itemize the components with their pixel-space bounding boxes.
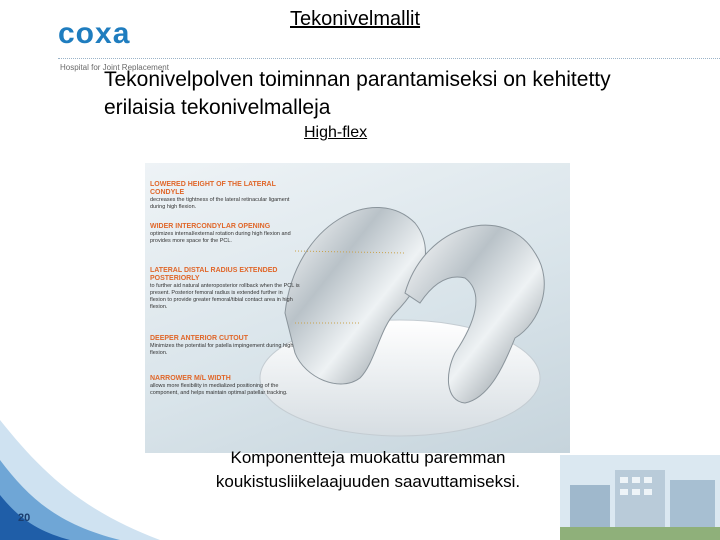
- building-photo: [560, 455, 720, 540]
- knee-implant-figure: [145, 163, 570, 453]
- annotation: [150, 375, 300, 397]
- annotation-heading: WIDER INTERCONDYLAR OPENING: [150, 223, 271, 230]
- logo-tagline: Hospital for Joint Replacement: [60, 63, 169, 72]
- annotation-heading: LOWERED HEIGHT OF THE LATERAL CONDYLE: [150, 181, 276, 196]
- slide-title: Tekonivelmallit: [290, 8, 421, 30]
- annotation-body: Minimizes the potential for patella impingement during high flexion.: [150, 343, 294, 356]
- annotation-heading: NARROWER M/L WIDTH: [150, 375, 231, 382]
- annotation: [150, 267, 300, 311]
- annotation: [150, 181, 300, 211]
- logo-wordmark: coxa: [58, 17, 131, 50]
- intro-text: Tekonivelpolven toiminnan parantamiseksi on kehitetty erilaisia tekonivelmalleja: [104, 68, 611, 119]
- annotation-body: optimizes internal/external rotation during high flexion and provides more space for the PCL.: [150, 231, 291, 244]
- page-number: 20: [18, 512, 31, 524]
- coxa-logo: [58, 17, 178, 72]
- caption: Komponentteja muokattu paremman koukistusliikelaajuuden saavuttamiseksi.: [215, 448, 521, 491]
- header-divider: [58, 58, 720, 59]
- annotation-heading: LATERAL DISTAL RADIUS EXTENDED POSTERIORLY: [150, 267, 278, 282]
- annotation-body: allows more flexibility in medialized positioning of the component, and helps maintain optimal patellar tracking.: [150, 383, 288, 396]
- annotation: [150, 335, 300, 357]
- annotation-heading: DEEPER ANTERIOR CUTOUT: [150, 335, 249, 342]
- subtitle: High-flex: [304, 124, 368, 141]
- annotation-body: decreases the tightness of the lateral retinacular ligament during high flexion.: [150, 197, 290, 210]
- annotation: [150, 223, 300, 245]
- annotation-body: to further aid natural anteroposterior rollback when the PCL is present. Posterior femoral radius is extended further in flexion to provide greater femoral/tibial contact area in high flexion.: [150, 283, 300, 310]
